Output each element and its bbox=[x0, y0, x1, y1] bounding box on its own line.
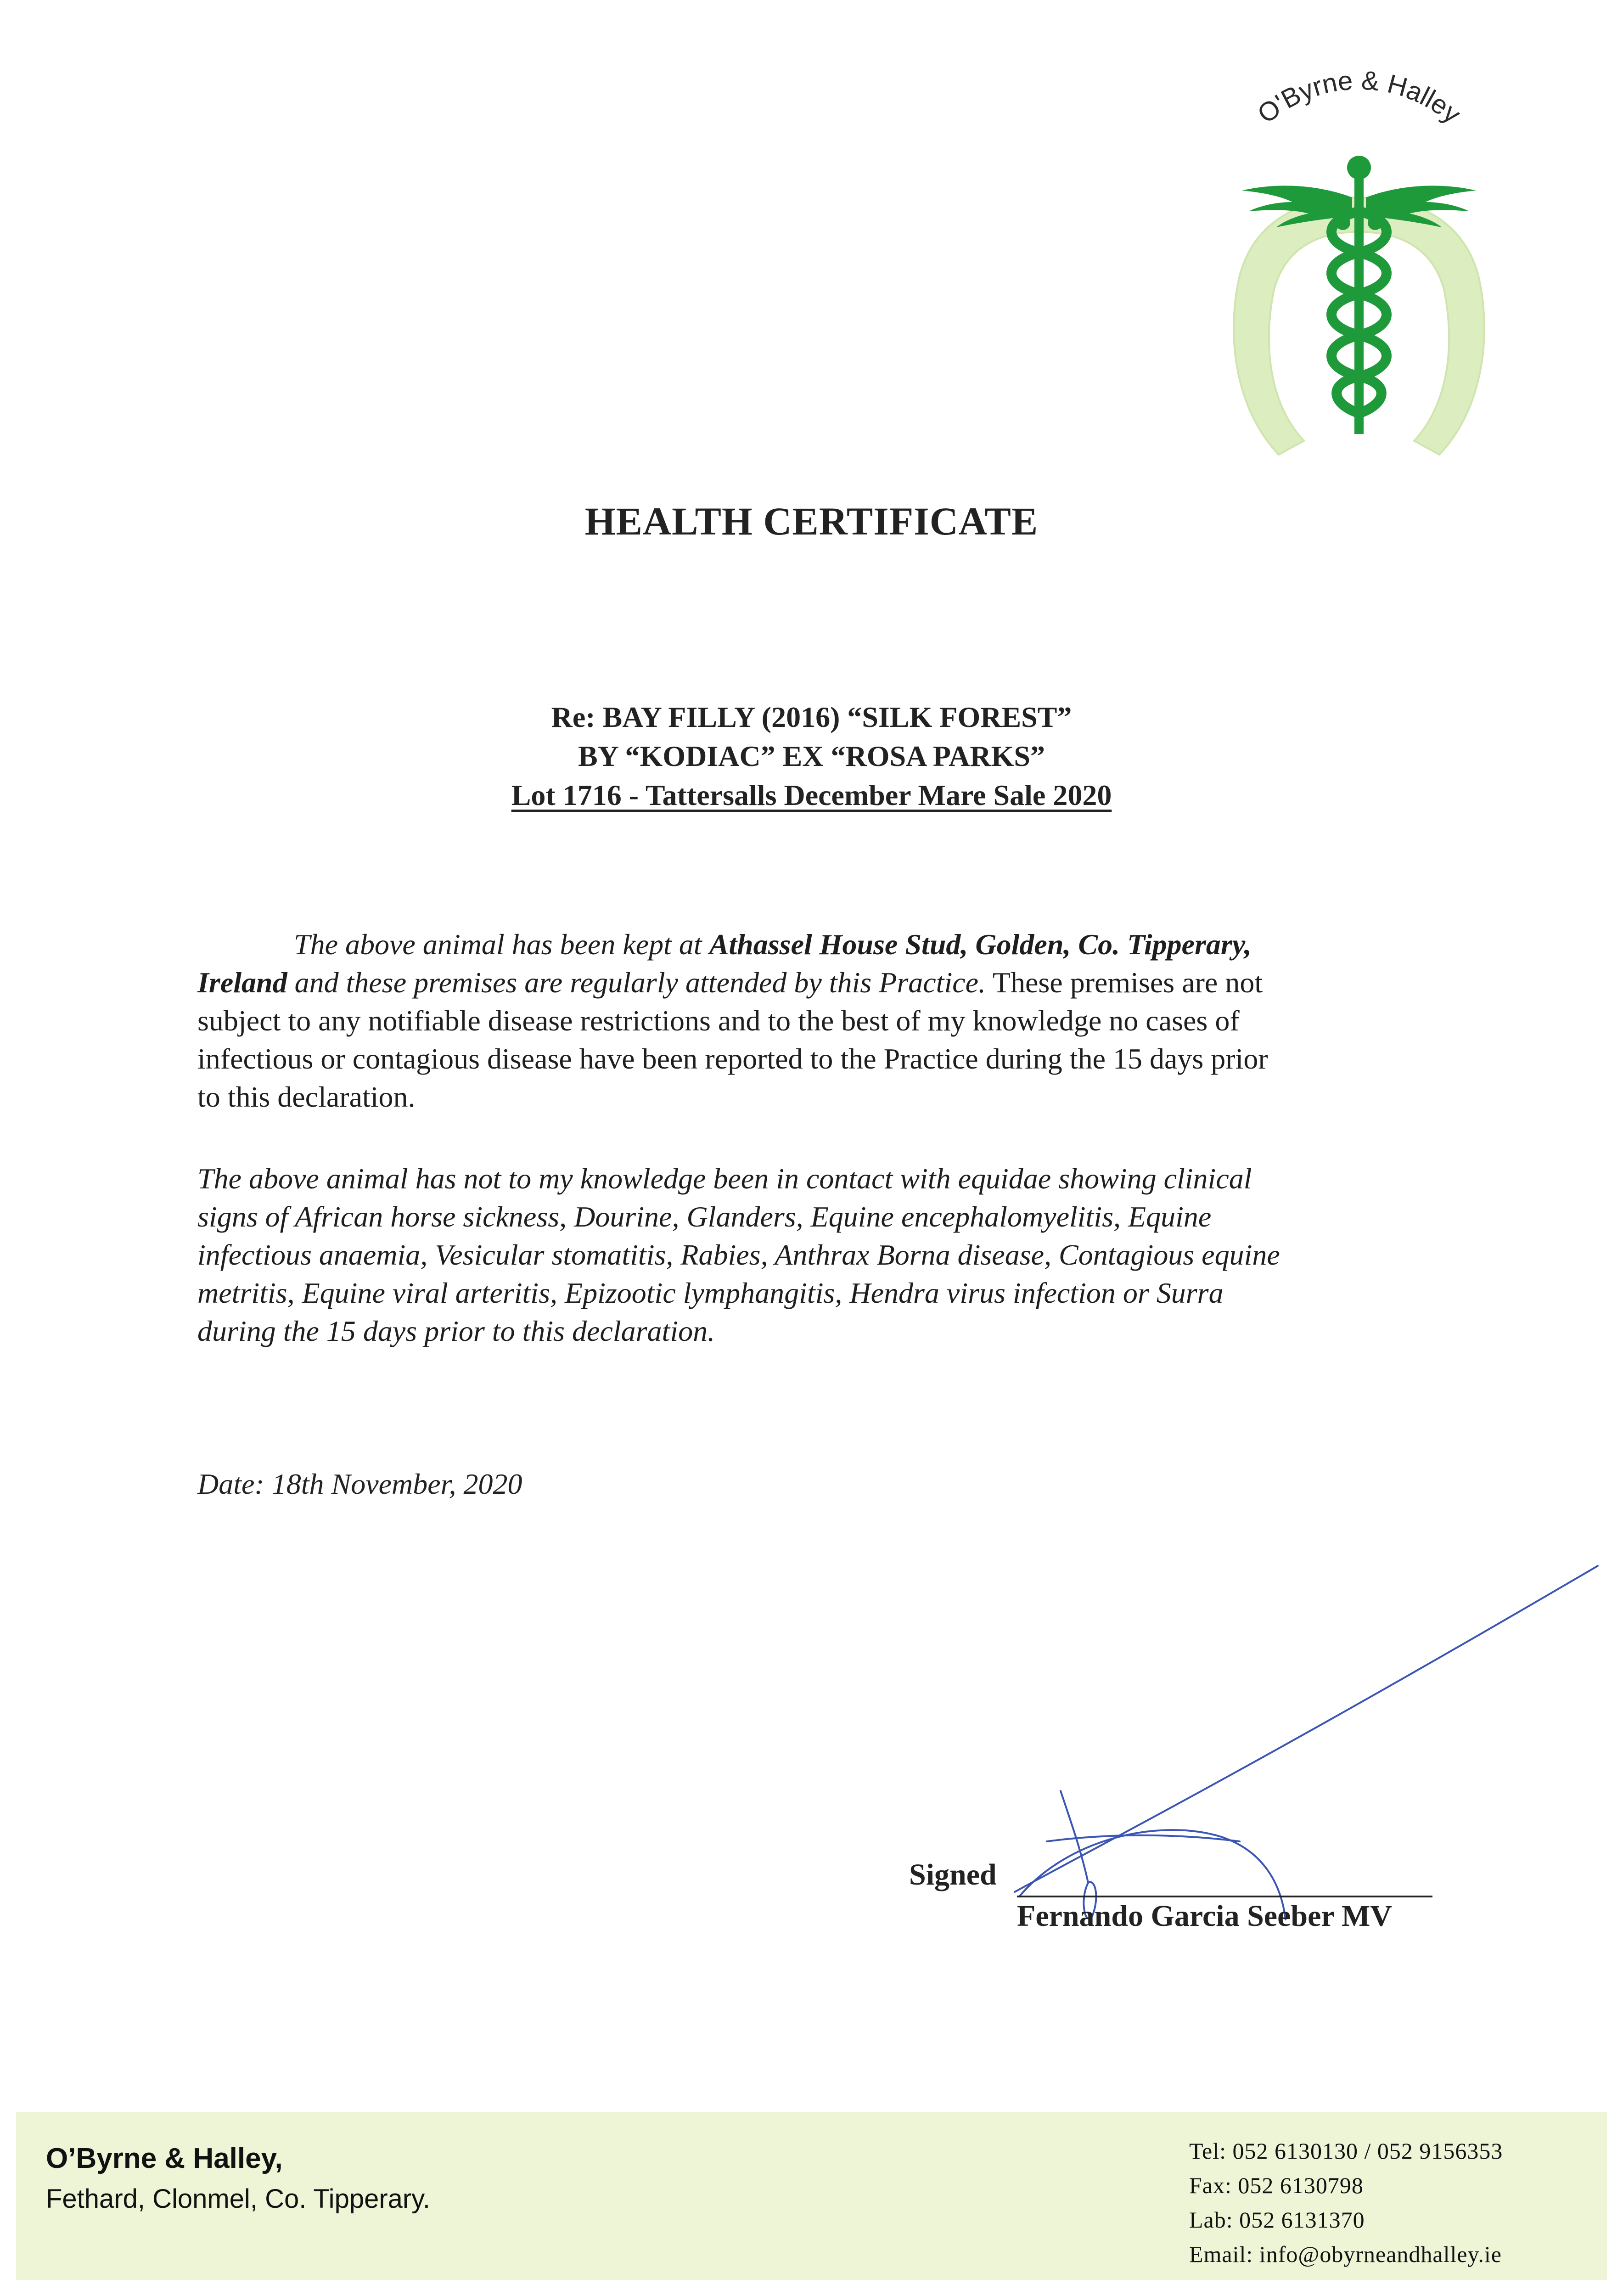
paragraph-line bbox=[197, 925, 1437, 963]
text-italic: The above animal has been kept at bbox=[294, 928, 709, 961]
footer-email[interactable]: Email: info@obyrneandhalley.ie bbox=[1189, 2241, 1502, 2267]
paragraph-line: The above animal has not to my knowledge been in contact with equidae showing clinical bbox=[197, 1162, 1252, 1195]
logo-text: O'Byrne & Halley bbox=[1252, 65, 1466, 129]
paragraph-line: metritis, Equine viral arteritis, Epizootic lymphangitis, Hendra virus infection or Surra bbox=[197, 1277, 1224, 1309]
footer-company-name: O’Byrne & Halley, bbox=[46, 2143, 283, 2174]
signed-label: Signed bbox=[909, 1858, 997, 1891]
paragraph-line: during the 15 days prior to this declaration. bbox=[197, 1315, 715, 1347]
signature-line bbox=[1017, 1896, 1432, 1897]
re-lot-text: Lot 1716 - Tattersalls December Mare Sale 2020 bbox=[511, 779, 1112, 811]
declaration-date: Date: 18th November, 2020 bbox=[197, 1468, 522, 1500]
text-bold-italic: Athassel House Stud, Golden, Co. Tipperary, bbox=[709, 928, 1252, 961]
document-title: HEALTH CERTIFICATE bbox=[584, 499, 1039, 543]
paragraph-line: infectious or contagious disease have been reported to the Practice during the 15 days prior bbox=[197, 1042, 1268, 1075]
premises-paragraph bbox=[197, 925, 1437, 1116]
disease-contact-paragraph bbox=[197, 1159, 1437, 1350]
paragraph-line: infectious anaemia, Vesicular stomatitis, Rabies, Anthrax Borna disease, Contagious equine bbox=[197, 1238, 1280, 1271]
paragraph-line: to this declaration. bbox=[197, 1080, 416, 1113]
paragraph-line bbox=[197, 963, 1437, 1002]
paragraph-line: signs of African horse sickness, Dourine, Glanders, Equine encephalomyelitis, Equine bbox=[197, 1200, 1212, 1233]
text-regular: These premises are not bbox=[986, 966, 1263, 999]
paragraph-line: subject to any notifiable disease restrictions and to the best of my knowledge no cases of bbox=[197, 1004, 1240, 1037]
footer-fax: Fax: 052 6130798 bbox=[1189, 2172, 1364, 2198]
obyrne-halley-logo bbox=[1185, 60, 1533, 464]
text-italic: and these premises are regularly attended by this Practice. bbox=[287, 966, 986, 999]
text-bold-italic: Ireland bbox=[197, 966, 287, 999]
footer-lab: Lab: 052 6131370 bbox=[1189, 2207, 1365, 2233]
footer-address: Fethard, Clonmel, Co. Tipperary. bbox=[46, 2184, 431, 2214]
signer-name: Fernando Garcia Seeber MV bbox=[1017, 1899, 1392, 1933]
footer-tel: Tel: 052 6130130 / 052 9156353 bbox=[1189, 2138, 1503, 2164]
re-lot-line bbox=[0, 778, 1623, 812]
re-horse-line: Re: BAY FILLY (2016) “SILK FOREST” bbox=[551, 701, 1072, 733]
re-pedigree-line: BY “KODIAC” EX “ROSA PARKS” bbox=[578, 740, 1045, 772]
